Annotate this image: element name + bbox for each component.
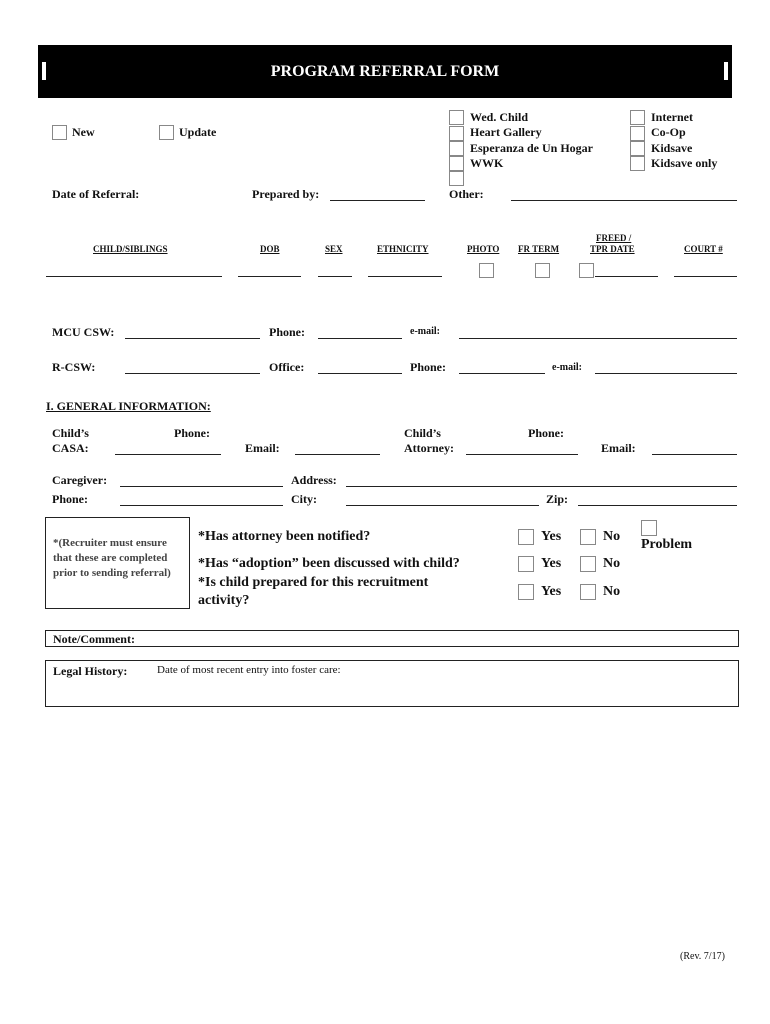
attorney-email-field[interactable]	[652, 454, 737, 455]
legal-history-box[interactable]	[45, 660, 739, 707]
q1-no-label: No	[603, 529, 621, 544]
q1-yes-checkbox[interactable]	[518, 529, 534, 545]
col-freed-line2: TPR DATE	[590, 244, 635, 254]
source-checkbox-heart-gallery[interactable]	[449, 126, 464, 141]
address-field[interactable]	[346, 486, 737, 487]
mcu-email-field[interactable]	[459, 338, 737, 339]
source-checkbox-internet[interactable]	[630, 110, 645, 125]
rcsw-email-label: e-mail:	[552, 362, 582, 373]
source-checkbox-other[interactable]	[449, 171, 464, 186]
source-label-heart-gallery: Heart Gallery	[470, 125, 542, 139]
question-child-prepared-line2: activity?	[198, 593, 250, 608]
source-checkbox-wwk[interactable]	[449, 156, 464, 171]
question-attorney-notified: *Has attorney been notified?	[198, 529, 371, 544]
rcsw-field[interactable]	[125, 373, 260, 374]
problem-checkbox[interactable]	[641, 520, 657, 536]
source-checkbox-coop[interactable]	[630, 126, 645, 141]
rcsw-office-label: Office:	[269, 360, 305, 374]
zip-label: Zip:	[546, 492, 569, 506]
rcsw-phone-field[interactable]	[459, 373, 545, 374]
caregiver-field[interactable]	[120, 486, 283, 487]
update-label: Update	[179, 125, 217, 139]
source-checkbox-wed-child[interactable]	[449, 110, 464, 125]
mcu-phone-label: Phone:	[269, 325, 305, 339]
casa-email-field[interactable]	[295, 454, 380, 455]
q2-no-checkbox[interactable]	[580, 556, 596, 572]
dob-field[interactable]	[238, 276, 301, 277]
recruiter-note-box	[45, 517, 190, 609]
casa-phone-label: Phone:	[174, 426, 210, 440]
casa-email-label: Email:	[245, 441, 280, 455]
zip-field[interactable]	[578, 505, 737, 506]
mcu-csw-field[interactable]	[125, 338, 260, 339]
source-label-kidsave: Kidsave	[651, 141, 693, 155]
col-fr-term: FR TERM	[518, 244, 560, 254]
source-label-coop: Co-Op	[651, 125, 686, 139]
legal-history-entry-date-text: Date of most recent entry into foster care:	[157, 664, 341, 676]
source-label-internet: Internet	[651, 110, 693, 124]
source-label-kidsave-only: Kidsave only	[651, 156, 718, 170]
casa-label-line2: CASA:	[52, 441, 89, 455]
fr-term-checkbox[interactable]	[535, 263, 550, 278]
rcsw-email-field[interactable]	[595, 373, 737, 374]
source-label-wwk: WWK	[470, 156, 504, 170]
col-freed-line1: FREED /	[596, 233, 632, 243]
child-name-field[interactable]	[46, 276, 222, 277]
caregiver-phone-label: Phone:	[52, 492, 88, 506]
q3-yes-checkbox[interactable]	[518, 584, 534, 600]
attorney-label-line2: Attorney:	[404, 441, 454, 455]
source-checkbox-esperanza[interactable]	[449, 141, 464, 156]
rcsw-label: R-CSW:	[52, 360, 96, 374]
mcu-csw-label: MCU CSW:	[52, 325, 115, 339]
col-dob: DOB	[260, 244, 280, 254]
new-label: New	[72, 125, 95, 139]
source-label-esperanza: Esperanza de Un Hogar	[470, 141, 593, 155]
sex-field[interactable]	[318, 276, 352, 277]
source-checkbox-kidsave[interactable]	[630, 141, 645, 156]
source-label-wed-child: Wed. Child	[470, 110, 529, 124]
prepared-by-field[interactable]	[330, 200, 425, 201]
casa-label-line1: Child’s	[52, 426, 89, 440]
header-bar	[38, 45, 732, 98]
rcsw-phone-label: Phone:	[410, 360, 446, 374]
attorney-label-line1: Child’s	[404, 426, 441, 440]
note-comment-box[interactable]	[45, 630, 739, 647]
q1-yes-label: Yes	[541, 529, 562, 544]
q3-no-label: No	[603, 584, 621, 599]
ethnicity-field[interactable]	[368, 276, 442, 277]
tpr-date-field[interactable]	[595, 276, 658, 277]
page-title: PROGRAM REFERRAL FORM	[270, 63, 500, 80]
photo-checkbox[interactable]	[479, 263, 494, 278]
caregiver-phone-field[interactable]	[120, 505, 283, 506]
recruiter-note-text: *(Recruiter must ensure that these are completed prior to sending referral)	[53, 537, 171, 579]
note-comment-label: Note/Comment:	[53, 632, 135, 646]
col-court: COURT #	[684, 244, 723, 254]
caregiver-label: Caregiver:	[52, 473, 108, 487]
rcsw-office-field[interactable]	[318, 373, 402, 374]
court-number-field[interactable]	[674, 276, 737, 277]
date-of-referral-label: Date of Referral:	[52, 187, 140, 201]
question-adoption-discussed: *Has “adoption” been discussed with child?	[198, 556, 460, 571]
casa-field[interactable]	[115, 454, 221, 455]
col-ethnicity: ETHNICITY	[377, 244, 429, 254]
revision-label: (Rev. 7/17)	[680, 951, 725, 962]
q1-no-checkbox[interactable]	[580, 529, 596, 545]
freed-tpr-checkbox[interactable]	[579, 263, 594, 278]
legal-history-label: Legal History:	[53, 664, 128, 678]
col-sex: SEX	[325, 244, 343, 254]
new-checkbox[interactable]	[52, 125, 67, 140]
attorney-email-label: Email:	[601, 441, 636, 455]
city-field[interactable]	[346, 505, 539, 506]
question-child-prepared-line1: *Is child prepared for this recruitment	[198, 575, 429, 590]
col-child-siblings: CHILD/SIBLINGS	[93, 244, 168, 254]
col-photo: PHOTO	[467, 244, 500, 254]
header-right-marker	[724, 62, 728, 80]
q2-no-label: No	[603, 556, 621, 571]
city-label: City:	[291, 492, 317, 506]
q3-no-checkbox[interactable]	[580, 584, 596, 600]
other-label: Other:	[449, 187, 484, 201]
problem-label: Problem	[641, 537, 693, 552]
address-label: Address:	[291, 473, 337, 487]
prepared-by-label: Prepared by:	[252, 187, 320, 201]
attorney-phone-label: Phone:	[528, 426, 564, 440]
q3-yes-label: Yes	[541, 584, 562, 599]
mcu-email-label: e-mail:	[410, 326, 440, 337]
q2-yes-label: Yes	[541, 556, 562, 571]
source-checkbox-kidsave-only[interactable]	[630, 156, 645, 171]
mcu-phone-field[interactable]	[318, 338, 402, 339]
general-information-heading: I. GENERAL INFORMATION:	[46, 399, 211, 413]
attorney-field[interactable]	[466, 454, 578, 455]
update-checkbox[interactable]	[159, 125, 174, 140]
q2-yes-checkbox[interactable]	[518, 556, 534, 572]
other-field[interactable]	[511, 200, 737, 201]
